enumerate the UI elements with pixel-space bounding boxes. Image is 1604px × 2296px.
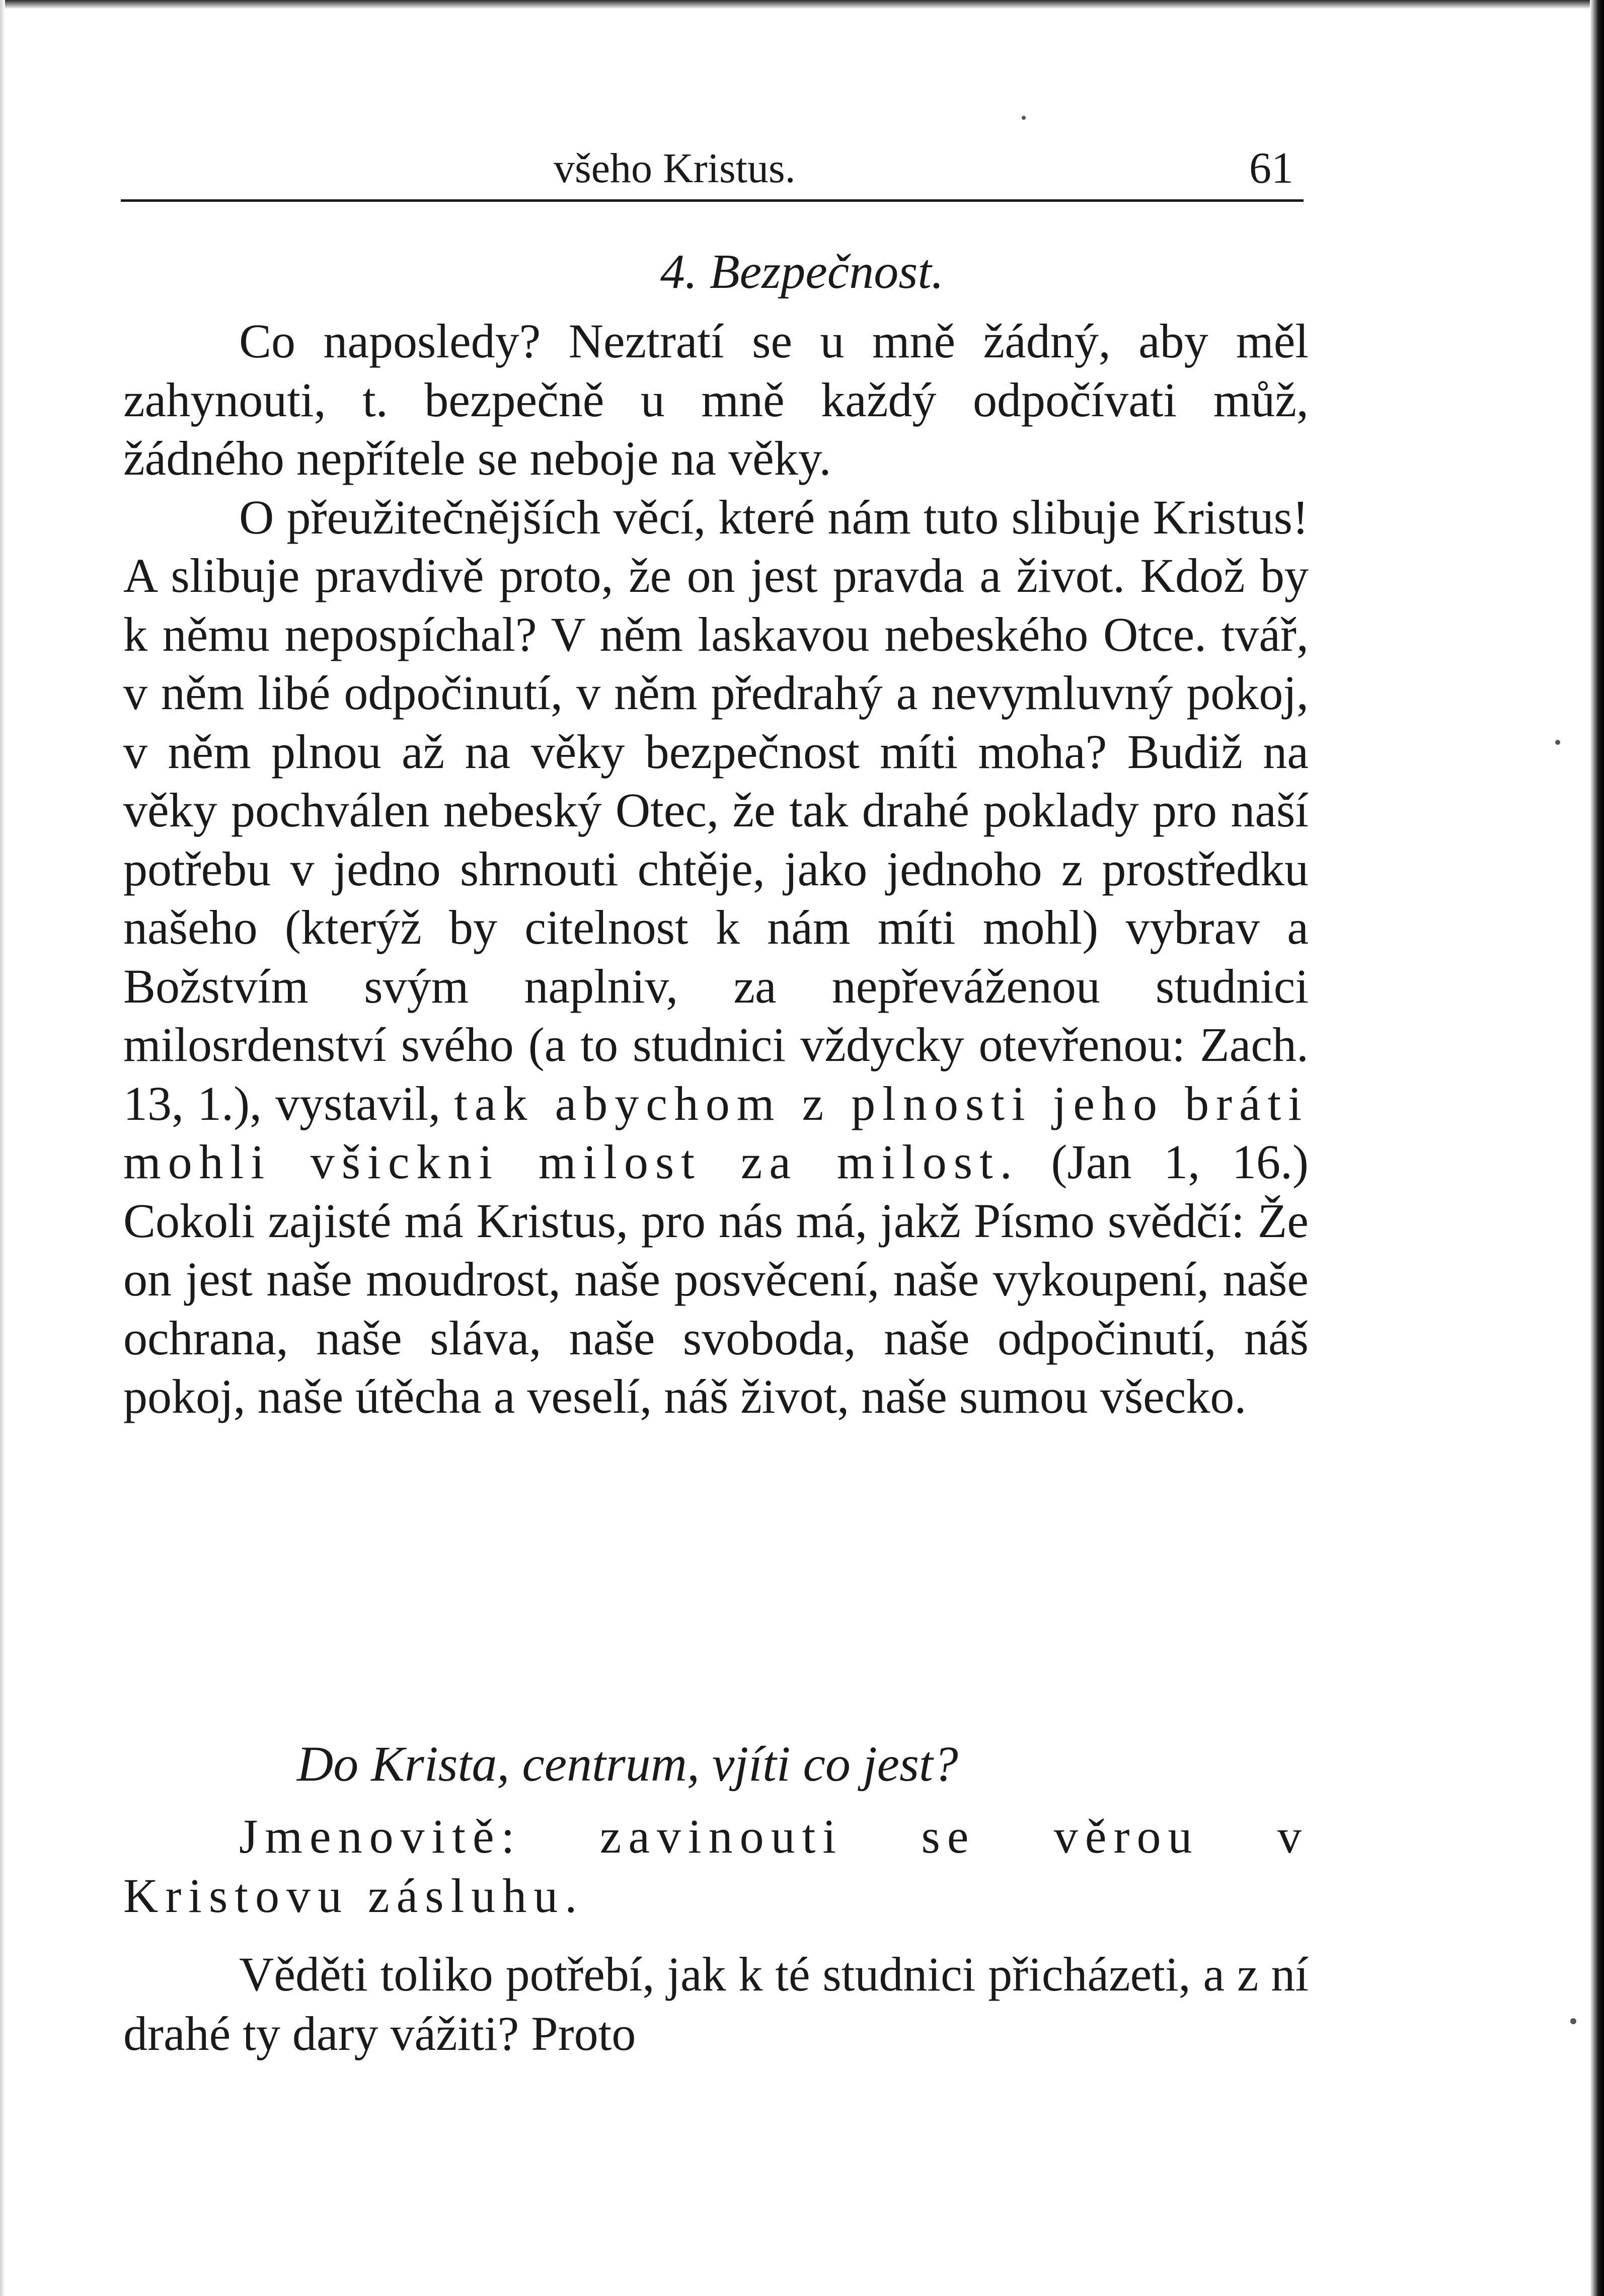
answer-continuation: Věděti toliko potřebí, jak k té studnici přicházeti, a z ní drahé ty dary vážiti? Proto: [123, 1947, 1309, 2060]
header-rule: [121, 199, 1304, 202]
paragraph-text: O přeužitečnějších věcí, které nám tuto slibuje Kristus! A slibuje pravdivě proto, že on jest pravda a život. Kdož by k němu nepospíchal? V něm laskavou nebeského Otce. tvář, v něm libé odpočinutí, v něm předrahý a nevymluvný pokoj, v něm plnou až na věky bezpečnost míti moha? Budiž na věky pochválen nebeský Otec, že tak drahé poklady pro naší potřebu v jedno shrnouti chtěje, jako jednoho z prostředku našeho (kterýž by citelnost k nám míti mohl) vybrav a Božstvím svým naplniv, za nepřeváženou studnici milosrdenství svého (a to studnici vždycky otevřenou: Zach. 13, 1.), vystavil,: [123, 490, 1309, 1130]
scan-speck: [1570, 2018, 1576, 2024]
paragraph-text: (Jan 1, 16.) Cokoli zajisté má Kristus, pro nás má, jakž Písmo svědčí: Že on jest naše moudrost, naše posvěcení, naše vykoupení, naše ochrana, naše sláva, naše svoboda, naše odpočinutí, náš pokoj, naše útěcha a veselí, náš život, naše sumou všecko.: [123, 1135, 1309, 1423]
question-heading: Do Krista, centrum, vjíti co jest?: [297, 1736, 958, 1792]
answer-text: [123, 1807, 1309, 2083]
page-header: [121, 136, 1299, 201]
answer-lead: Jmenovitě: zavinouti se věrou v Kristovu zásluhu.: [123, 1809, 1309, 1923]
scan-speck: [1022, 116, 1026, 120]
page-number: 61: [1249, 144, 1293, 193]
paragraph: Co naposledy? Neztratí se u mně žádný, aby měl zahynouti, t. bezpečně u mně každý odpočívati můž, žádného nepřítele se neboje na věky.: [123, 314, 1309, 485]
main-text: [123, 312, 1309, 1426]
paragraph: [123, 488, 1309, 1426]
scan-edge-left: [0, 0, 5, 2296]
spaced-emphasis: tak abychom z plnosti jeho bráti mohli všickni milost za milost.: [123, 1076, 1309, 1189]
scan-edge-right: [1590, 0, 1604, 2296]
section-title: 4. Bezpečnost.: [660, 245, 944, 299]
running-head: všeho Kristus.: [554, 145, 796, 192]
scan-speck: [1555, 740, 1560, 745]
scan-edge-top: [0, 0, 1604, 9]
